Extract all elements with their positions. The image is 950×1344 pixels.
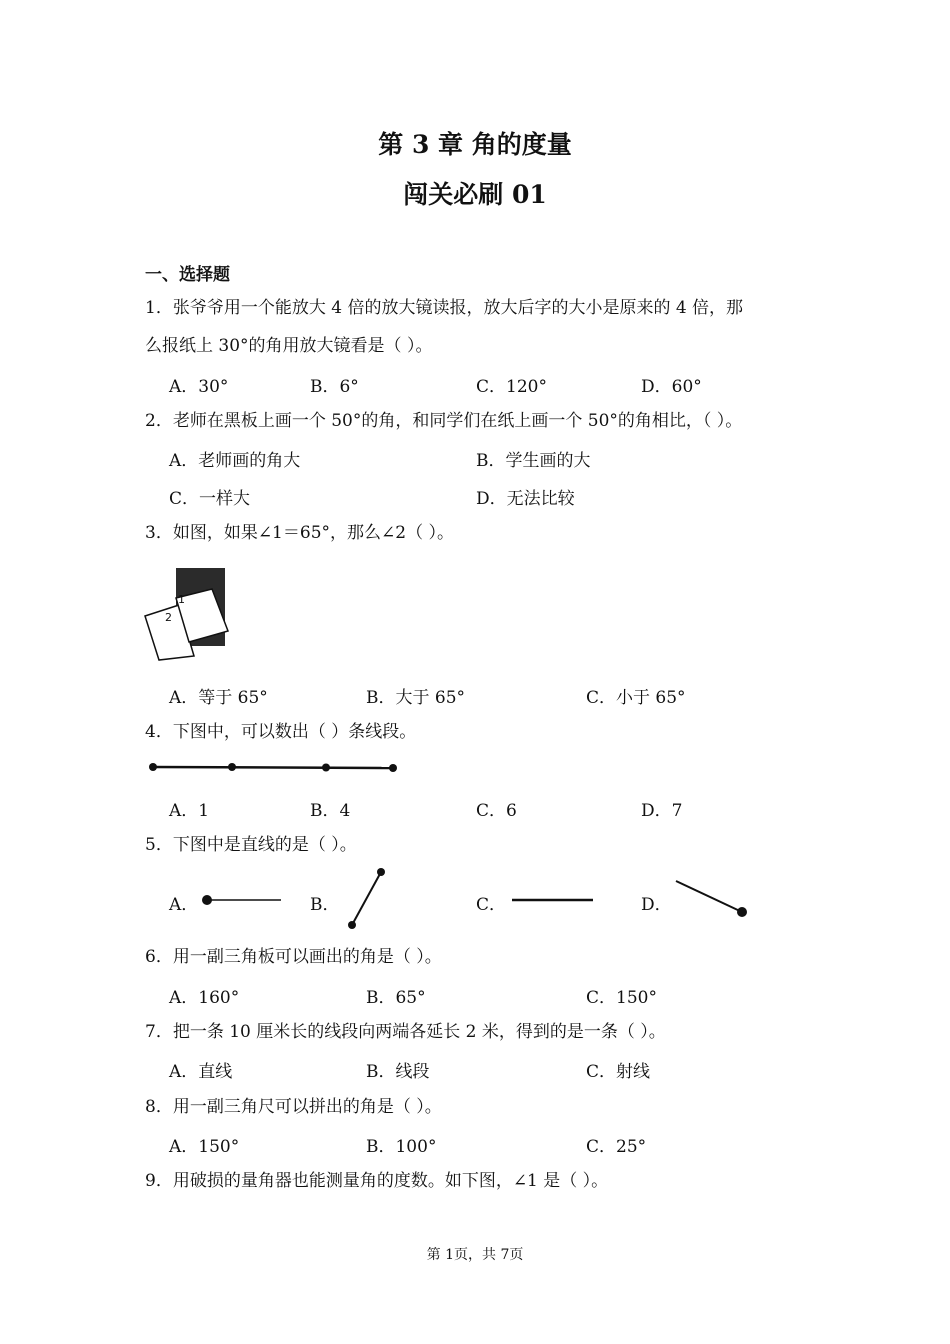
q8-option-a: A．150° [169,1137,240,1157]
q7-option-b: B．线段 [366,1062,430,1082]
question-1-line-2: 么报纸上 30°的角用放大镜看是（ ）。 [145,336,433,356]
q1-option-a: A．30° [169,377,229,397]
q4-option-b: B．4 [310,801,351,821]
page-subtitle: 闯关必刷 01 [403,180,547,209]
q3-angle-1-label: 1 [178,593,185,606]
q4-segment-figure [140,755,410,780]
question-1-line-1: 1．张爷爷用一个能放大 4 倍的放大镜读报，放大后字的大小是原来的 4 倍，那 [145,298,744,318]
question-7: 7．把一条 10 厘米长的线段向两端各延长 2 米，得到的是一条（ ）。 [145,1022,666,1042]
q5-option-d: D． [641,895,672,915]
q1-option-c: C．120° [476,377,547,397]
section-heading: 一、选择题 [145,265,230,285]
q5-figure-c-line [505,890,600,910]
page-footer: 第 1页，共 7页 [426,1247,524,1263]
question-5: 5．下图中是直线的是（ ）。 [145,835,357,855]
q4-line [152,767,394,768]
question-3: 3．如图，如果∠1＝65°，那么∠2（ ）。 [145,523,454,543]
q5-option-a: A． [169,895,199,915]
q3-option-b: B．大于 65° [366,688,466,708]
q4-option-c: C．6 [476,801,517,821]
q5-figure-a-ray [195,890,290,910]
question-4: 4．下图中，可以数出（ ）条线段。 [145,722,417,742]
q6-option-b: B．65° [366,988,426,1008]
q1-option-d: D．60° [641,377,702,397]
q2-option-b: B．学生画的大 [476,451,591,471]
q8-option-b: B．100° [366,1137,437,1157]
q3-figure [140,560,240,665]
q5-figure-b-segment [340,860,395,935]
q3-option-c: C．小于 65° [586,688,686,708]
question-6: 6．用一副三角板可以画出的角是（ ）。 [145,947,442,967]
q3-option-a: A．等于 65° [169,688,268,708]
q4-point-3 [322,764,330,772]
q4-option-a: A．1 [169,801,210,821]
q4-option-d: D．7 [641,801,683,821]
q5-option-c: C． [476,895,507,915]
q5-figure-d-ray [668,872,758,922]
q7-option-a: A．直线 [169,1062,233,1082]
q2-option-c: C．一样大 [169,489,251,509]
q5-option-b: B． [310,895,340,915]
q6-option-a: A．160° [169,988,240,1008]
question-9: 9．用破损的量角器也能测量角的度数。如下图，∠1 是（ ）。 [145,1171,609,1191]
q2-option-d: D．无法比较 [476,489,575,509]
page-title: 第 3 章 角的度量 [378,130,572,159]
q8-option-c: C．25° [586,1137,647,1157]
q4-point-1 [149,763,157,771]
q4-point-4 [389,764,397,772]
question-8: 8．用一副三角尺可以拼出的角是（ ）。 [145,1097,442,1117]
question-2: 2．老师在黑板上画一个 50°的角，和同学们在纸上画一个 50°的角相比，（ ）。 [145,411,743,431]
q3-angle-2-label: 2 [165,611,172,624]
q7-option-c: C．射线 [586,1062,651,1082]
q6-option-c: C．150° [586,988,657,1008]
q4-point-2 [228,763,236,771]
q1-option-b: B．6° [310,377,359,397]
q2-option-a: A．老师画的角大 [169,451,301,471]
